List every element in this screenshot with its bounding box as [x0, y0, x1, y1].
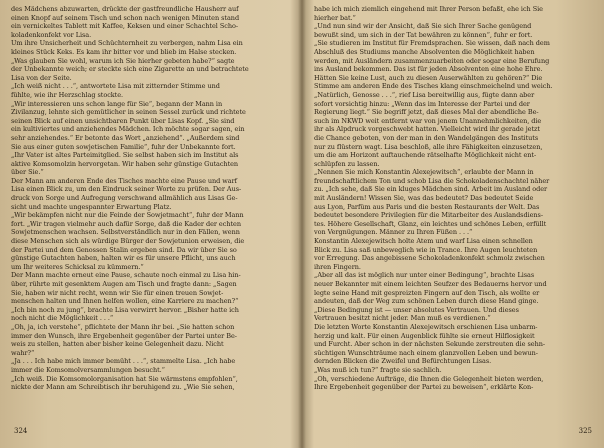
text-line: zu. „Ich sehe, daß Sie ein kluges Mädchen sind. Arbeit im Ausland oder	[314, 185, 548, 194]
text-line: der Partei und dem Genossen Stalin ergeben sind. Da wir über Sie so	[11, 245, 237, 254]
text-line: habe ich mich ziemlich eingehend mit Ihrer Person befaßt, ehe ich Sie	[314, 5, 543, 13]
text-line: menschen halten und Ihnen helfen wollen, eine Karriere zu machen?“	[11, 297, 239, 306]
text-line: Konstantin Alexejewitsch holte Atem und warf Lisa einen schnellen	[314, 237, 533, 246]
text-line: Regierung liegt.“ Sie begriff jetzt, daß dieses Mal der abendliche Be-	[314, 108, 539, 117]
text-line: wahr?“	[11, 348, 35, 357]
text-line: Um ihre Unsicherheit und Schüchternheit zu verbergen, nahm Lisa ein	[11, 39, 243, 48]
text-line: über, rührte mit gesenktem Augen am Tisch und fragte dann: „Sagen	[11, 280, 237, 288]
text-line: aus Lyon, Parfüm aus Paris und die besten Restaurants der Welt. Das	[314, 202, 540, 211]
text-line: Hätten Sie keine Lust, auch zu diesen Auserwählten zu gehören?“ Die	[314, 73, 543, 82]
text-line: freundschaftlichem Ton und schob Lisa die Schokoladenschachtel näher	[314, 176, 550, 185]
right-page	[304, 0, 604, 448]
text-line: der Unbekannte weich; er steckte sich eine Zigarette an und betrachtete	[11, 65, 249, 74]
text-line: einen Knopf auf seinem Tisch und schon nach wenigen Minuten stand	[11, 13, 240, 22]
text-line: Sie aus einer guten sowjetischen Familie“, fuhr der Unbekannte fort.	[11, 142, 236, 151]
text-line: ein kultiviertes und anziehendes Mädchen. Ich möchte sogar sagen, ein	[11, 125, 245, 134]
text-line: des Mädchens abzuwarten, drückte der gastfreundliche Hausherr auf	[11, 5, 239, 13]
text-line: „Oh, ja, ich verstehe“, pflichtete der Mann ihr bei. „Sie hatten schon	[11, 322, 235, 331]
text-line: ins Ausland bekommen. Das ist für jeden Absolventen eine hohe Ehre.	[314, 65, 543, 74]
text-line: Ihre Ergebenheit gegenüber der Partei zu beweisen“, erklärte Kon-	[314, 383, 534, 392]
text-line: weis zu stellen, hatten aber bisher keine Gelegenheit dazu. Nicht	[11, 340, 224, 349]
text-line: die Chance geboten, von der man in den Wandelgängen des Instituts	[314, 133, 539, 142]
text-line: süchtigen Wunschträume nach einem glanzvollen Leben und bewun-	[314, 348, 538, 357]
text-line: „Ja . . . Ich habe mich immer bemüht . . .“, stammelte Lisa. „Ich habe	[11, 357, 236, 366]
right-page-number: 325	[578, 427, 592, 435]
text-line: ihren Fingern.	[314, 262, 361, 271]
text-line: ihr als Alpdruck vorgeschwebt hatten. Vielleicht wird ihr gerade jetzt	[314, 125, 540, 134]
text-line: „Natürlich, Genosse . . .“, rief Lisa bereitwillig aus, fügte dann aber	[314, 90, 535, 99]
left-page-text	[11, 5, 289, 392]
text-line: „Und nun sind wir der Ansicht, daß Sie sich Ihrer Sache genügend	[314, 22, 532, 31]
text-line: immer den Wunsch, ihre Ergebenheit gegenüber der Partei unter Be-	[11, 331, 237, 340]
text-line: „Sie studieren im Institut für Fremdsprachen. Sie wissen, daß nach dem	[314, 39, 550, 48]
text-line: Sie, haben wir nicht recht, wenn wir Sie für einen treuen Sowjet-	[11, 288, 224, 297]
text-line: von Vergnügungen. Männer zu Ihren Füßen . . .“	[314, 228, 473, 237]
text-line: nur zu flüstern wagt. Lisa beschloß, alle ihre Fähigkeiten einzusetzen,	[314, 142, 543, 151]
text-line: noch nicht die Möglichkeit . . .“	[11, 314, 114, 323]
text-line: vor Erregung. Das angebissene Schokoladenkonfekt schmolz zwischen	[314, 254, 545, 263]
text-line: diese Menschen sich als würdige Bürger der Sowjetunion erweisen, die	[11, 237, 245, 246]
text-line: „Wir bekämpfen nicht nur die Feinde der Sowjetmacht“, fuhr der Mann	[11, 211, 244, 220]
text-line: „Was glauben Sie wohl, warum ich Sie hierher gebeten habe?“ sagte	[11, 56, 235, 65]
text-line: andeuten, daß der Weg zum schönen Leben durch diese Hand ginge.	[314, 297, 539, 306]
text-line: Abschluß des Studiums manche Absolventen die Möglichkeit haben	[314, 47, 535, 56]
text-line: über Sie.“	[11, 168, 44, 177]
text-line: Vertrauen besitzt nicht jeder. Man muß es verdienen.“	[314, 314, 491, 323]
text-line: aktive Komsomolzin hervorgetan. Wir haben sehr günstige Gutachten	[11, 159, 239, 168]
text-line: seinen Blick auf einen unsichtbaren Punkt über Lisas Kopf. „Sie sind	[11, 116, 235, 125]
text-line: Lisa einen Blick zu, um den Eindruck seiner Worte zu prüfen. Der Aus-	[11, 185, 242, 194]
text-line: „Ihr Vater ist altes Parteimitglied. Sie selbst haben sich im Institut als	[11, 151, 239, 160]
text-line: kleines Stück Keks. Es kam ihr bitter vor und blieb im Halse stecken.	[11, 47, 237, 56]
text-line: „Ich weiß nicht . . .“, antwortete Lisa mit zitternder Stimme und	[11, 82, 220, 91]
left-page-number: 324	[14, 427, 28, 435]
text-line: Blick zu. Lisa saß unbeweglich wie in Trance. Ihre Augen leuchteten	[314, 245, 538, 254]
text-line: sicht und machte ungespannter Erwartung Platz.	[11, 202, 172, 211]
text-line: dernden Blicken die Zweifel und Befürchtungen Lisas.	[314, 357, 492, 366]
text-line: fühlte, wie ihr Herzschlag stockte.	[11, 90, 124, 99]
text-line: „Aber all das ist möglich nur unter einer Bedingung“, brachte Lisas	[314, 271, 535, 280]
text-line: tes. Höhere Gesellschaft, Glanz, ein leichtes und schönes Leben, erfüllt	[314, 219, 547, 228]
text-line: hierher bat.“	[314, 13, 356, 22]
text-line: Zivilanzug, lehnte sich gemütlicher in seinen Sessel zurück und richtete	[11, 108, 246, 117]
text-line: Lisa von der Seite.	[11, 73, 72, 82]
text-line: „Oh, verschiedene Aufträge, die Ihnen die Gelegenheit bieten werden,	[314, 374, 544, 383]
text-line: günstige Gutachten haben, halten wir es für unsere Pflicht, uns auch	[11, 254, 236, 263]
left-page	[0, 0, 300, 448]
text-line: koladenkonfekt vor Lisa.	[11, 30, 92, 39]
text-line: legte seine Hand mit gespreizten Fingern auf den Tisch, als wollte er	[314, 288, 540, 297]
text-line: bedeutet besondere Privilegien für die Mitarbeiter des Auslandsdiens-	[314, 211, 543, 220]
right-page-text	[314, 5, 594, 392]
text-line: bewußt sind, um sich in der Tat bewähren zu können“, fuhr er fort.	[314, 30, 533, 39]
text-line: Stimme am anderen Ende des Tisches klang einschmeichelnd und weich.	[314, 82, 553, 91]
text-line: „Was muß ich tun?“ fragte sie sachlich.	[314, 365, 442, 374]
text-line: sehr anziehendes.“ Er betonte das Wort „anziehend“. „Außerdem sind	[11, 133, 240, 142]
text-line: mit Ausländern! Wissen Sie, was das bedeutet? Das bedeutet Seide	[314, 194, 534, 203]
text-line: „Nennen Sie mich Konstantin Alexejewitsch“, erlaubte der Mann in	[314, 168, 534, 177]
text-line: fort. „Wir tragen vielmehr auch dafür Sorge, daß die Kader der echten	[11, 219, 241, 228]
text-line: neuer Bekannter mit einem leichten Seufzer des Bedauerns hervor und	[314, 280, 547, 288]
text-line: nickte der Mann am Schreibtisch ihr beruhigend zu. „Wie Sie sehen,	[11, 383, 235, 392]
text-line: „Ich bin noch zu jung“, brachte Lisa verwirrt hervor. „Bisher hatte ich	[11, 305, 239, 314]
text-line: und Furcht. Aber schon in der nächsten Sekunde zerstreuten die sehn-	[314, 340, 545, 349]
text-line: werden, mit Ausländern zusammenzuarbeiten oder sogar eine Berufung	[314, 56, 550, 65]
text-line: ein vernickeltes Tablett mit Kaffee, Keksen und einer Schachtel Scho-	[11, 22, 238, 31]
text-line: „Ich weiß. Die Komsomolorganisation hat Sie wärmstens empfohlen“,	[11, 374, 238, 383]
text-line: immer die Komsomolversammlungen besucht.“	[11, 365, 165, 374]
text-line: um Ihr weiteres Schicksal zu kümmern.“	[11, 262, 144, 271]
text-line: schlüpfen zu lassen.	[314, 159, 380, 168]
text-line: druck von Sorge und Aufregung verschwand allmählich aus Lisas Ge-	[11, 194, 238, 203]
text-line: Der Mann machte erneut eine Pause, schaute noch einmal zu Lisa hin-	[11, 271, 241, 280]
text-line: sofort vorsichtig hinzu: „Wenn das im Interesse der Partei und der	[314, 99, 530, 108]
text-line: Der Mann am anderen Ende des Tisches machte eine Pause und warf	[11, 176, 238, 185]
text-line: such im NKWD weit entfernt war von jenem Unannehmlichkeiten, die	[314, 116, 542, 125]
text-line: Sowjetmenschen wachsen. Selbstverständlich nur in den Fällen, wenn	[11, 228, 240, 237]
text-line: „Wir interessieren uns schon lange für Sie“, begann der Mann in	[11, 99, 223, 108]
text-line: herzig und kalt. Für einen Augenblick fühlte sie erneut Hilflosigkeit	[314, 331, 535, 340]
text-line: Die letzten Worte Konstantin Alexejewitsch erschienen Lisa unbarm-	[314, 322, 538, 331]
text-line: um die am Horizont auftauchende rätselhafte Möglichkeit nicht ent-	[314, 151, 537, 160]
text-line: „Diese Bedingung ist — unser absolutes Vertrauen. Und dieses	[314, 305, 519, 314]
